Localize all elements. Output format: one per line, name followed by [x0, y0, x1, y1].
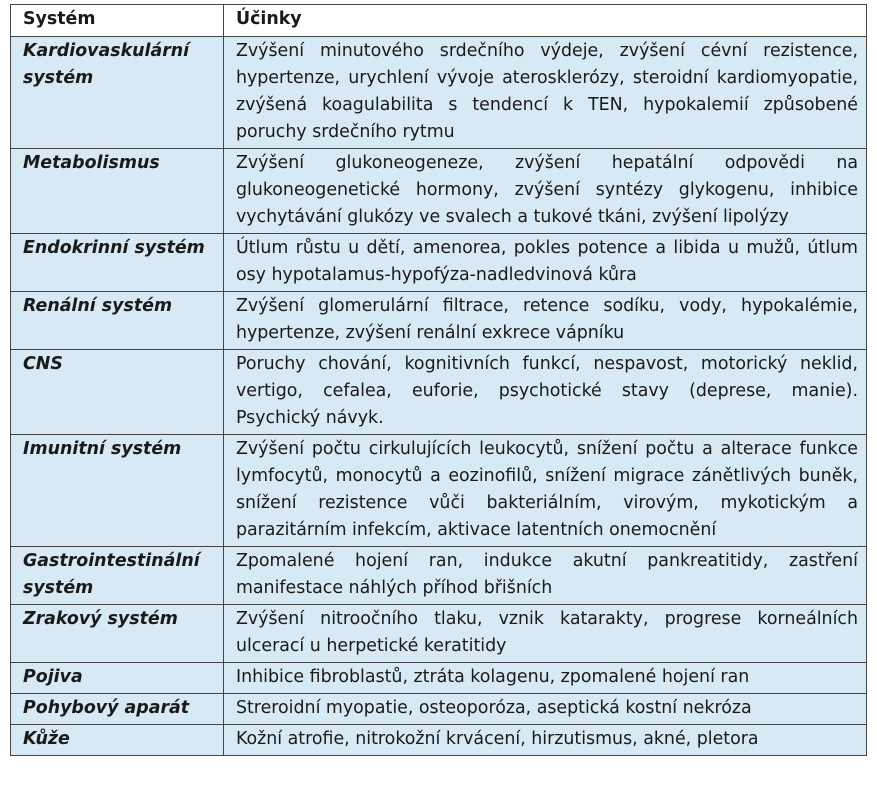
effects-cell: Inhibice fibroblastů, ztráta kolagenu, zpomalené hojení ran	[223, 663, 866, 694]
header-effects: Účinky	[223, 5, 866, 37]
table-row	[11, 694, 867, 725]
system-cell: Kůže	[11, 725, 224, 756]
effects-cell: Zpomalené hojení ran, indukce akutní pankreatitidy, zastření manifestace náhlých příhod břišních	[223, 547, 866, 605]
header-row	[11, 5, 867, 37]
table-row	[11, 663, 867, 694]
table-row	[11, 292, 867, 350]
system-cell: Imunitní systém	[11, 435, 224, 547]
effects-cell: Zvýšení nitroočního tlaku, vznik katarakty, progrese korneálních ulcerací u herpetické keratitidy	[223, 605, 866, 663]
system-cell: CNS	[11, 350, 224, 435]
system-cell: Renální systém	[11, 292, 224, 350]
table-row	[11, 350, 867, 435]
effects-cell: Streroidní myopatie, osteoporóza, aseptická kostní nekróza	[223, 694, 866, 725]
system-cell: Kardiovaskulární systém	[11, 37, 224, 149]
effects-cell: Kožní atrofie, nitrokožní krvácení, hirzutismus, akné, pletora	[223, 725, 866, 756]
table-row	[11, 547, 867, 605]
effects-cell: Zvýšení minutového srdečního výdeje, zvýšení cévní rezistence, hypertenze, urychlení vývoje aterosklerózy, steroidní kardiomyopatie, zvýšená koagulabilita s tendencí k TEN, hypokalemií způsobené poruchy srdečního rytmu	[223, 37, 866, 149]
table-row	[11, 234, 867, 292]
table-row	[11, 605, 867, 663]
header-system: Systém	[11, 5, 224, 37]
effects-cell: Zvýšení glomerulární filtrace, retence sodíku, vody, hypokalémie, hypertenze, zvýšení renální exkrece vápníku	[223, 292, 866, 350]
table-row	[11, 37, 867, 149]
system-cell: Pojiva	[11, 663, 224, 694]
table-row	[11, 435, 867, 547]
system-cell: Zrakový systém	[11, 605, 224, 663]
system-cell: Gastrointestinální systém	[11, 547, 224, 605]
system-cell: Endokrinní systém	[11, 234, 224, 292]
effects-cell: Poruchy chování, kognitivních funkcí, nespavost, motorický neklid, vertigo, cefalea, euforie, psychotické stavy (deprese, manie). Psychický návyk.	[223, 350, 866, 435]
system-cell: Metabolismus	[11, 149, 224, 234]
table-row	[11, 149, 867, 234]
effects-cell: Zvýšení glukoneogeneze, zvýšení hepatální odpovědi na glukoneogenetické hormony, zvýšení syntézy glykogenu, inhibice vychytávání glukózy ve svalech a tukové tkáni, zvýšení lipolýzy	[223, 149, 866, 234]
system-cell: Pohybový aparát	[11, 694, 224, 725]
effects-cell: Útlum růstu u dětí, amenorea, pokles potence a libida u mužů, útlum osy hypotalamus-hypofýza-nadledvinová kůra	[223, 234, 866, 292]
effects-cell: Zvýšení počtu cirkulujících leukocytů, snížení počtu a alterace funkce lymfocytů, monocytů a eozinofilů, snížení migrace zánětlivých buněk, snížení rezistence vůči bakteriálním, virovým, mykotickým a parazitárním infekcím, aktivace latentních onemocnění	[223, 435, 866, 547]
table-row	[11, 725, 867, 756]
effects-table	[10, 4, 867, 756]
